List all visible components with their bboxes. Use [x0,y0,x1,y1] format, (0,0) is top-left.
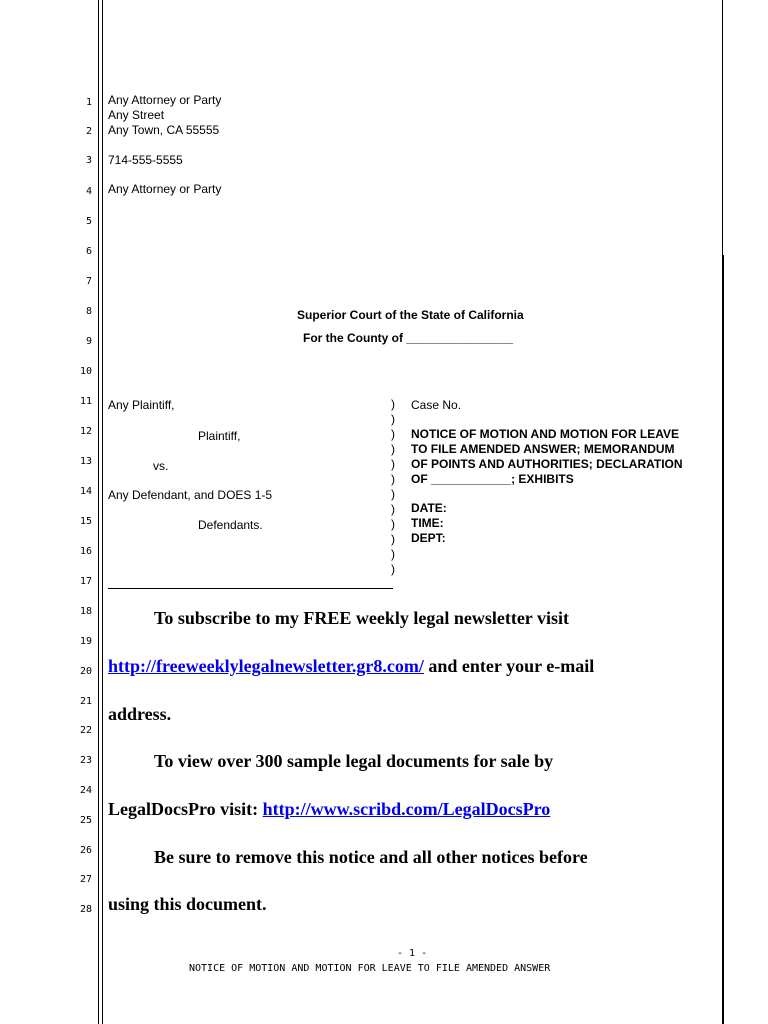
line-number: 15 [79,516,92,527]
attorney-phone: 714-555-5555 [108,153,183,167]
notice-p1-line3: address. [108,704,172,724]
notice-p3-line2: using this document. [108,894,267,914]
left-margin-rule-1 [98,0,99,1024]
case-number-label: Case No. [411,398,462,412]
line-number: 26 [79,845,92,856]
line-number: 28 [79,904,92,915]
footer-page-number: - 1 - [397,948,428,959]
line-number: 11 [79,396,92,407]
line-number: 8 [85,306,92,317]
caption-parentheses: ) ) ) ) ) ) ) ) ) ) ) ) [391,397,395,576]
hearing-time-label: TIME: [411,516,444,530]
line-number: 2 [85,126,92,137]
document-title-line-1: NOTICE OF MOTION AND MOTION FOR LEAVE [411,427,679,441]
attorney-city: Any Town, CA 55555 [108,123,220,137]
line-number: 22 [79,725,92,736]
line-number: 23 [79,755,92,766]
notice-p1-after-link: and enter your e-mail [423,656,595,676]
footer-title: NOTICE OF MOTION AND MOTION FOR LEAVE TO FILE AMENDED ANSWER [189,963,551,974]
notice-p2-prefix: LegalDocsPro visit: [108,799,263,819]
notice-p1-line1: To subscribe to my FREE weekly legal newsletter visit [154,608,569,628]
notice-p2-line1: To view over 300 sample legal documents for sale by [154,751,554,771]
line-number: 5 [85,216,92,227]
line-number: 3 [85,155,92,166]
line-number: 27 [79,874,92,885]
line-number: 24 [79,785,92,796]
hearing-date-label: DATE: [411,501,447,515]
court-county: For the County of ________________ [303,331,514,345]
line-number: 1 [85,97,92,108]
document-title-line-2: TO FILE AMENDED ANSWER; MEMORANDUM [411,442,675,456]
right-margin-rule-lower [722,255,724,1024]
court-title: Superior Court of the State of California [297,308,524,322]
line-number: 9 [85,336,92,347]
plaintiff-name: Any Plaintiff, [108,398,175,412]
line-number: 10 [79,366,92,377]
defendant-name: Any Defendant, and DOES 1-5 [108,488,273,502]
line-number: 14 [79,486,92,497]
notice-p3-line1: Be sure to remove this notice and all other notices before [154,847,588,867]
defendant-role: Defendants. [198,518,263,532]
left-margin-rule-2 [102,0,103,1024]
line-number: 25 [79,815,92,826]
line-number: 12 [79,426,92,437]
document-title-line-4: OF ____________; EXHIBITS [411,472,574,486]
line-number: 19 [79,636,92,647]
hearing-dept-label: DEPT: [411,531,446,545]
attorney-for: Any Attorney or Party [108,182,222,196]
attorney-street: Any Street [108,108,165,122]
line-number: 20 [79,666,92,677]
line-number: 18 [79,606,92,617]
line-number: 21 [79,696,92,707]
line-number: 7 [85,276,92,287]
newsletter-link[interactable]: http://freeweeklylegalnewsletter.gr8.com/ [108,656,424,676]
line-number: 17 [79,576,92,587]
line-number: 6 [85,246,92,257]
versus-label: vs. [153,459,169,473]
line-number: 16 [79,546,92,557]
plaintiff-role: Plaintiff, [198,429,241,443]
line-number: 4 [85,186,92,197]
notice-p1-line2 [108,655,594,677]
line-number: 13 [79,456,92,467]
legaldocspro-link[interactable]: http://www.scribd.com/LegalDocsPro [262,799,551,819]
notice-p2-line2 [108,798,550,820]
caption-underline [108,588,393,589]
document-title-line-3: OF POINTS AND AUTHORITIES; DECLARATION [411,457,683,471]
attorney-name: Any Attorney or Party [108,93,222,107]
